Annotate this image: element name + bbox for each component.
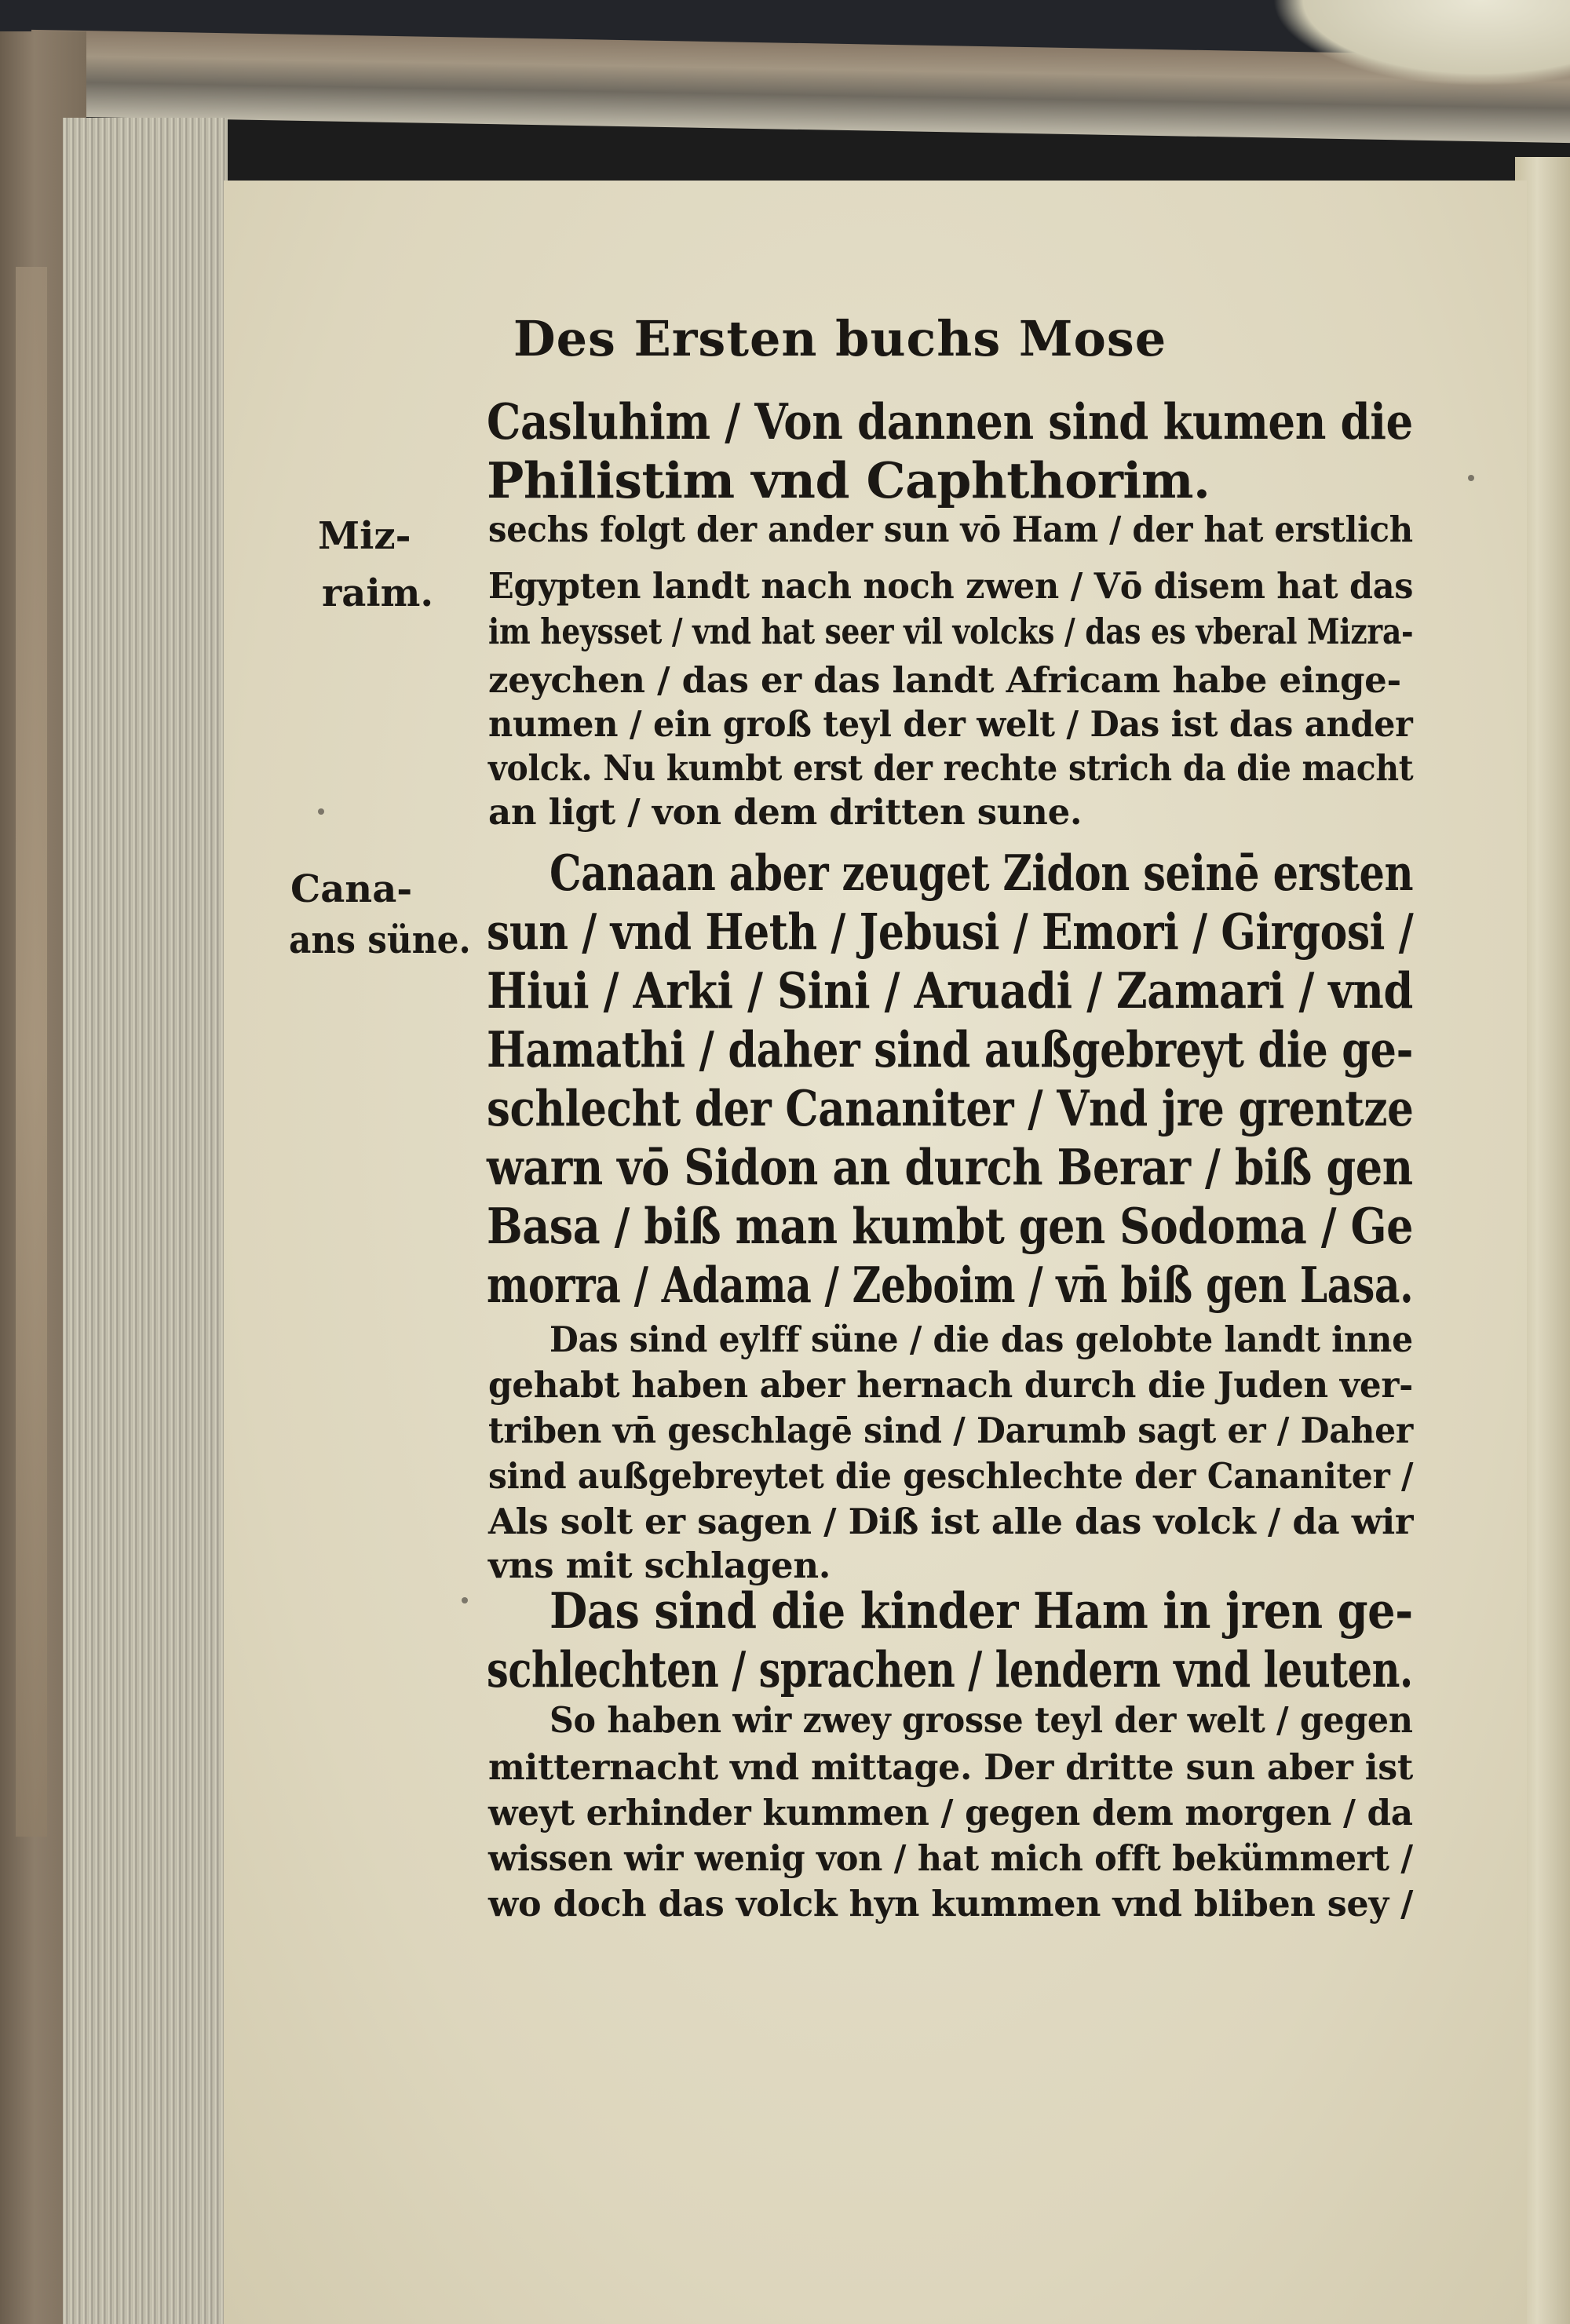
text-line: volck. Nu kumbt erst der rechte strich da die macht xyxy=(488,747,1414,789)
text-line: Hamathi / daher sind außgebreyt die ge- xyxy=(487,1020,1413,1078)
text-line: sechs folgt der ander sun vō Ham / der hat erstlich xyxy=(488,509,1413,550)
adjacent-page-corner xyxy=(1272,0,1570,86)
text-line: Egypten landt nach noch zwen / Vō disem hat das xyxy=(488,565,1414,607)
text-line: Hiui / Arki / Sini / Aruadi / Zamari / vnd xyxy=(487,961,1413,1020)
text-line: triben vn̄ geschlagē sind / Darumb sagt er / Daher xyxy=(488,1410,1413,1451)
text-line: vns mit schlagen. xyxy=(488,1545,831,1586)
text-line: weyt erhinder kummen / gegen dem morgen / da xyxy=(488,1792,1413,1833)
text-line: zeychen / das er das landt Africam habe einge- xyxy=(488,659,1401,701)
margin-note-line: ans süne. xyxy=(289,918,471,962)
text-line: mitternacht vnd mittage. Der dritte sun aber ist xyxy=(488,1746,1414,1788)
text-line: Philistim vnd Caphthorim. xyxy=(487,451,1210,509)
text-line: Das sind eylff süne / die das gelobte landt inne xyxy=(550,1319,1413,1360)
margin-note-line: Cana- xyxy=(290,867,413,911)
text-line: warn vō Sidon an durch Berar / biß gen xyxy=(487,1138,1413,1196)
text-line: Canaan aber zeuget Zidon seinē ersten xyxy=(550,844,1414,902)
text-line: Als solt er sagen / Diß ist alle das volck / da wir xyxy=(488,1501,1414,1542)
text-line: gehabt haben aber hernach durch die Juden ver- xyxy=(488,1364,1413,1406)
text-line: schlechten / sprachen / lendern vnd leuten. xyxy=(487,1640,1413,1698)
text-line: Casluhim / Von dannen sind kumen die xyxy=(487,392,1413,451)
paper-speck xyxy=(318,808,324,815)
text-line: sun / vnd Heth / Jebusi / Emori / Girgosi / xyxy=(487,903,1414,961)
text-line: morra / Adama / Zeboim / vn̄ biß gen Lasa. xyxy=(487,1256,1414,1314)
text-line: schlecht der Cananiter / Vnd jre grentze xyxy=(487,1079,1414,1137)
text-line: sind außgebreytet die geschlechte der Cananiter / xyxy=(488,1455,1414,1497)
running-head: Des Ersten buchs Mose xyxy=(513,310,1167,367)
margin-note-line: Miz- xyxy=(318,514,411,558)
text-line: im heysset / vnd hat seer vil volcks / das es vberal Mizra- xyxy=(488,611,1414,652)
paper-speck xyxy=(462,1597,468,1603)
paper-speck xyxy=(1468,475,1474,481)
text-line: wissen wir wenig von / hat mich offt bekümmert / xyxy=(488,1837,1413,1879)
text-line: an ligt / von dem dritten sune. xyxy=(488,791,1083,833)
page-stack-edges xyxy=(63,118,228,2324)
text-line: Das sind die kinder Ham in jren ge- xyxy=(550,1582,1413,1640)
text-line: wo doch das volck hyn kummen vnd bliben sey / xyxy=(488,1883,1414,1925)
margin-note-line: raim. xyxy=(322,571,434,615)
text-line: Basa / biß man kumbt gen Sodoma / Ge xyxy=(487,1197,1414,1255)
text-line: numen / ein groß teyl der welt / Das ist das ander xyxy=(488,703,1413,745)
text-line: So haben wir zwey grosse teyl der welt / gegen xyxy=(550,1699,1413,1741)
